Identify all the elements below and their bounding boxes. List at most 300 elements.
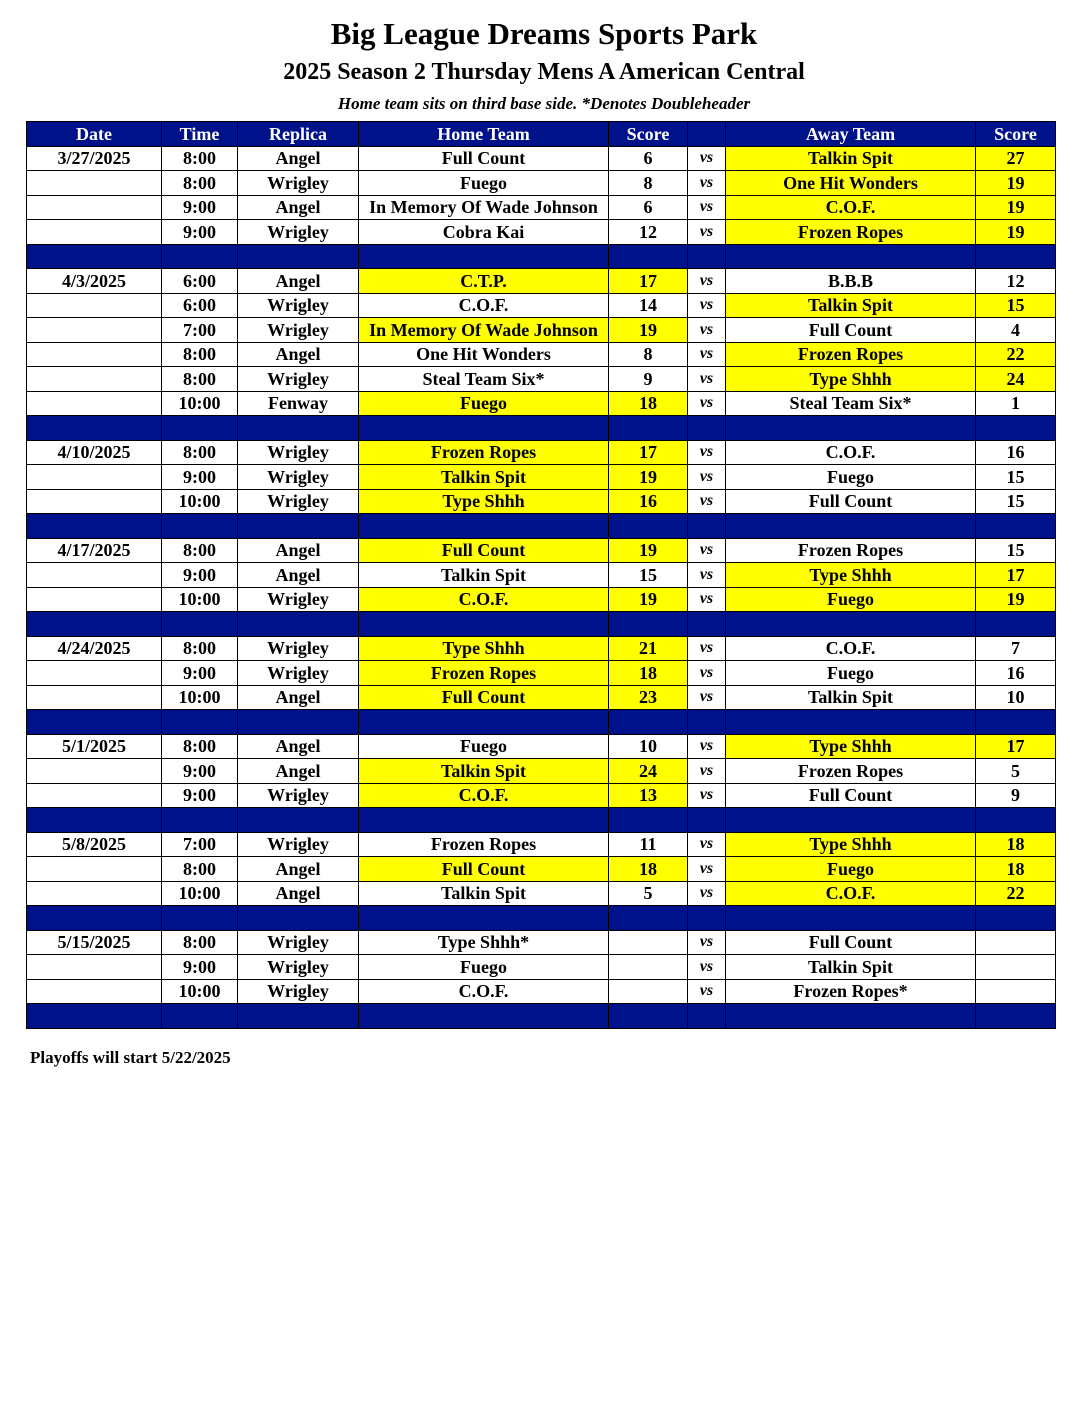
game-replica: Angel — [238, 857, 359, 882]
table-row — [27, 538, 1056, 563]
away-team: Fuego — [726, 587, 976, 612]
schedule-header-row — [27, 122, 1056, 147]
column-header-home-score: Score — [609, 122, 688, 147]
separator-cell — [726, 244, 976, 269]
home-team: Type Shhh — [359, 636, 609, 661]
away-score: 27 — [976, 146, 1056, 171]
separator-cell — [688, 514, 726, 539]
game-time: 6:00 — [162, 269, 238, 294]
table-row — [27, 269, 1056, 294]
game-date: 4/3/2025 — [27, 269, 162, 294]
away-team: Full Count — [726, 930, 976, 955]
home-team: Full Count — [359, 538, 609, 563]
away-score: 19 — [976, 220, 1056, 245]
separator-cell — [162, 612, 238, 637]
vs-label: vs — [688, 367, 726, 392]
home-team: Frozen Ropes — [359, 661, 609, 686]
separator-cell — [726, 514, 976, 539]
vs-label: vs — [688, 832, 726, 857]
separator-cell — [238, 808, 359, 833]
table-row — [27, 857, 1056, 882]
home-team: Fuego — [359, 391, 609, 416]
vs-label: vs — [688, 146, 726, 171]
game-time: 9:00 — [162, 955, 238, 980]
separator-cell — [238, 612, 359, 637]
home-score — [609, 955, 688, 980]
separator-cell — [609, 514, 688, 539]
vs-label: vs — [688, 342, 726, 367]
column-header-replica: Replica — [238, 122, 359, 147]
game-date: 4/10/2025 — [27, 440, 162, 465]
home-team: C.O.F. — [359, 783, 609, 808]
game-replica: Wrigley — [238, 955, 359, 980]
game-replica: Wrigley — [238, 661, 359, 686]
separator-cell — [238, 244, 359, 269]
home-team: Talkin Spit — [359, 465, 609, 490]
separator-cell — [976, 710, 1056, 735]
away-team: Type Shhh — [726, 563, 976, 588]
game-date — [27, 391, 162, 416]
separator-cell — [976, 1004, 1056, 1029]
home-score: 24 — [609, 759, 688, 784]
home-score: 18 — [609, 391, 688, 416]
separator-cell — [162, 416, 238, 441]
home-team: Frozen Ropes — [359, 832, 609, 857]
home-team: Fuego — [359, 955, 609, 980]
separator-cell — [609, 244, 688, 269]
home-score: 9 — [609, 367, 688, 392]
separator-cell — [359, 416, 609, 441]
game-replica: Wrigley — [238, 979, 359, 1004]
separator-cell — [688, 612, 726, 637]
away-score: 17 — [976, 734, 1056, 759]
away-score: 17 — [976, 563, 1056, 588]
separator-cell — [688, 244, 726, 269]
separator-cell — [688, 710, 726, 735]
separator-cell — [726, 710, 976, 735]
home-team: C.O.F. — [359, 587, 609, 612]
home-team: Full Count — [359, 146, 609, 171]
home-score: 18 — [609, 661, 688, 686]
vs-label: vs — [688, 587, 726, 612]
game-replica: Angel — [238, 734, 359, 759]
schedule-table — [26, 121, 1056, 1029]
vs-label: vs — [688, 881, 726, 906]
home-team: In Memory Of Wade Johnson — [359, 318, 609, 343]
separator-cell — [27, 1004, 162, 1029]
separator-cell — [976, 514, 1056, 539]
away-team: Frozen Ropes — [726, 759, 976, 784]
home-team: Full Count — [359, 685, 609, 710]
home-team: C.O.F. — [359, 979, 609, 1004]
away-score: 22 — [976, 342, 1056, 367]
home-score: 6 — [609, 146, 688, 171]
table-row — [27, 220, 1056, 245]
away-team: Full Count — [726, 318, 976, 343]
game-date — [27, 979, 162, 1004]
separator-cell — [162, 244, 238, 269]
game-replica: Angel — [238, 195, 359, 220]
game-date — [27, 955, 162, 980]
separator-cell — [726, 906, 976, 931]
away-score: 16 — [976, 440, 1056, 465]
separator-cell — [27, 906, 162, 931]
table-row — [27, 734, 1056, 759]
away-score: 22 — [976, 881, 1056, 906]
separator-cell — [688, 1004, 726, 1029]
home-team: In Memory Of Wade Johnson — [359, 195, 609, 220]
game-date — [27, 195, 162, 220]
home-team: Steal Team Six* — [359, 367, 609, 392]
away-team: Full Count — [726, 489, 976, 514]
game-date: 5/1/2025 — [27, 734, 162, 759]
vs-label: vs — [688, 220, 726, 245]
game-time: 8:00 — [162, 734, 238, 759]
away-score: 12 — [976, 269, 1056, 294]
vs-label: vs — [688, 857, 726, 882]
game-date: 5/8/2025 — [27, 832, 162, 857]
away-score: 19 — [976, 587, 1056, 612]
game-time: 8:00 — [162, 636, 238, 661]
home-score: 17 — [609, 269, 688, 294]
table-row — [27, 685, 1056, 710]
game-replica: Angel — [238, 563, 359, 588]
page-subtitle: 2025 Season 2 Thursday Mens A American Central — [283, 59, 805, 85]
game-time: 10:00 — [162, 881, 238, 906]
away-score: 10 — [976, 685, 1056, 710]
table-row — [27, 293, 1056, 318]
separator-cell — [238, 1004, 359, 1029]
away-team: Talkin Spit — [726, 146, 976, 171]
separator-cell — [688, 808, 726, 833]
game-time: 8:00 — [162, 367, 238, 392]
game-replica: Wrigley — [238, 587, 359, 612]
separator-cell — [726, 808, 976, 833]
home-team: C.O.F. — [359, 293, 609, 318]
home-score: 19 — [609, 465, 688, 490]
column-header-away-team: Away Team — [726, 122, 976, 147]
table-row — [27, 783, 1056, 808]
away-score: 15 — [976, 538, 1056, 563]
home-score: 10 — [609, 734, 688, 759]
vs-label: vs — [688, 636, 726, 661]
home-score: 16 — [609, 489, 688, 514]
table-row — [27, 930, 1056, 955]
week-separator-row — [27, 906, 1056, 931]
table-row — [27, 881, 1056, 906]
game-time: 10:00 — [162, 489, 238, 514]
game-date — [27, 171, 162, 196]
away-team: Frozen Ropes — [726, 538, 976, 563]
game-date — [27, 685, 162, 710]
home-score: 15 — [609, 563, 688, 588]
away-score: 19 — [976, 171, 1056, 196]
away-score: 16 — [976, 661, 1056, 686]
vs-label: vs — [688, 661, 726, 686]
away-team: Type Shhh — [726, 367, 976, 392]
game-replica: Wrigley — [238, 318, 359, 343]
schedule-body — [27, 146, 1056, 1028]
home-team: Talkin Spit — [359, 881, 609, 906]
table-row — [27, 563, 1056, 588]
game-time: 10:00 — [162, 685, 238, 710]
vs-label: vs — [688, 171, 726, 196]
vs-label: vs — [688, 440, 726, 465]
away-team: C.O.F. — [726, 195, 976, 220]
away-score: 5 — [976, 759, 1056, 784]
home-team: Type Shhh — [359, 489, 609, 514]
game-date — [27, 465, 162, 490]
game-date: 4/17/2025 — [27, 538, 162, 563]
game-replica: Wrigley — [238, 440, 359, 465]
week-separator-row — [27, 514, 1056, 539]
separator-cell — [359, 612, 609, 637]
vs-label: vs — [688, 293, 726, 318]
game-date — [27, 293, 162, 318]
game-replica: Wrigley — [238, 220, 359, 245]
separator-cell — [726, 1004, 976, 1029]
vs-label: vs — [688, 979, 726, 1004]
away-team: Type Shhh — [726, 734, 976, 759]
away-team: C.O.F. — [726, 440, 976, 465]
table-row — [27, 465, 1056, 490]
separator-cell — [238, 416, 359, 441]
home-team: One Hit Wonders — [359, 342, 609, 367]
game-time: 10:00 — [162, 391, 238, 416]
away-score: 9 — [976, 783, 1056, 808]
separator-cell — [162, 514, 238, 539]
separator-cell — [609, 808, 688, 833]
game-replica: Wrigley — [238, 489, 359, 514]
table-row — [27, 979, 1056, 1004]
table-row — [27, 391, 1056, 416]
home-score: 13 — [609, 783, 688, 808]
week-separator-row — [27, 416, 1056, 441]
separator-cell — [359, 808, 609, 833]
game-date — [27, 342, 162, 367]
game-time: 9:00 — [162, 759, 238, 784]
away-score: 15 — [976, 465, 1056, 490]
away-team: Frozen Ropes* — [726, 979, 976, 1004]
separator-cell — [609, 1004, 688, 1029]
game-replica: Angel — [238, 881, 359, 906]
home-team: Fuego — [359, 171, 609, 196]
separator-cell — [726, 416, 976, 441]
game-replica: Wrigley — [238, 293, 359, 318]
table-row — [27, 832, 1056, 857]
home-score: 12 — [609, 220, 688, 245]
week-separator-row — [27, 1004, 1056, 1029]
table-row — [27, 342, 1056, 367]
separator-cell — [162, 906, 238, 931]
away-score — [976, 979, 1056, 1004]
away-score — [976, 955, 1056, 980]
separator-cell — [688, 416, 726, 441]
separator-cell — [609, 416, 688, 441]
game-time: 9:00 — [162, 195, 238, 220]
game-date — [27, 587, 162, 612]
separator-cell — [27, 710, 162, 735]
game-replica: Wrigley — [238, 367, 359, 392]
table-row — [27, 587, 1056, 612]
home-team: Cobra Kai — [359, 220, 609, 245]
separator-cell — [162, 808, 238, 833]
game-date: 5/15/2025 — [27, 930, 162, 955]
away-score: 19 — [976, 195, 1056, 220]
game-time: 9:00 — [162, 563, 238, 588]
home-team: Frozen Ropes — [359, 440, 609, 465]
vs-label: vs — [688, 734, 726, 759]
vs-label: vs — [688, 563, 726, 588]
game-time: 9:00 — [162, 465, 238, 490]
column-header-time: Time — [162, 122, 238, 147]
game-replica: Wrigley — [238, 832, 359, 857]
game-time: 7:00 — [162, 832, 238, 857]
playoffs-note: Playoffs will start 5/22/2025 — [30, 1048, 231, 1067]
home-score: 8 — [609, 342, 688, 367]
game-time: 9:00 — [162, 661, 238, 686]
separator-cell — [359, 514, 609, 539]
game-date: 4/24/2025 — [27, 636, 162, 661]
home-score: 11 — [609, 832, 688, 857]
home-score: 21 — [609, 636, 688, 661]
column-header-home-team: Home Team — [359, 122, 609, 147]
game-time: 6:00 — [162, 293, 238, 318]
away-team: One Hit Wonders — [726, 171, 976, 196]
home-team: Talkin Spit — [359, 563, 609, 588]
home-score: 14 — [609, 293, 688, 318]
home-team: Type Shhh* — [359, 930, 609, 955]
game-date — [27, 489, 162, 514]
game-time: 8:00 — [162, 171, 238, 196]
home-team: Talkin Spit — [359, 759, 609, 784]
separator-cell — [27, 514, 162, 539]
away-team: Type Shhh — [726, 832, 976, 857]
game-time: 10:00 — [162, 587, 238, 612]
game-replica: Wrigley — [238, 783, 359, 808]
week-separator-row — [27, 612, 1056, 637]
vs-label: vs — [688, 465, 726, 490]
separator-cell — [162, 710, 238, 735]
separator-cell — [976, 612, 1056, 637]
separator-cell — [238, 514, 359, 539]
away-team: Steal Team Six* — [726, 391, 976, 416]
game-time: 9:00 — [162, 783, 238, 808]
doubleheader-note: Home team sits on third base side. *Denotes Doubleheader — [337, 94, 751, 113]
home-score — [609, 979, 688, 1004]
home-score: 19 — [609, 538, 688, 563]
home-score: 19 — [609, 318, 688, 343]
vs-label: vs — [688, 538, 726, 563]
separator-cell — [162, 1004, 238, 1029]
game-date: 3/27/2025 — [27, 146, 162, 171]
game-replica: Angel — [238, 269, 359, 294]
separator-cell — [726, 612, 976, 637]
vs-label: vs — [688, 489, 726, 514]
separator-cell — [609, 710, 688, 735]
game-replica: Angel — [238, 685, 359, 710]
home-score: 17 — [609, 440, 688, 465]
away-score: 24 — [976, 367, 1056, 392]
game-date — [27, 220, 162, 245]
game-replica: Fenway — [238, 391, 359, 416]
table-row — [27, 759, 1056, 784]
away-team: Fuego — [726, 465, 976, 490]
game-time: 9:00 — [162, 220, 238, 245]
separator-cell — [359, 1004, 609, 1029]
home-score: 23 — [609, 685, 688, 710]
table-row — [27, 318, 1056, 343]
table-row — [27, 146, 1056, 171]
game-replica: Wrigley — [238, 171, 359, 196]
game-date — [27, 759, 162, 784]
away-team: C.O.F. — [726, 881, 976, 906]
separator-cell — [27, 808, 162, 833]
home-score: 5 — [609, 881, 688, 906]
table-row — [27, 440, 1056, 465]
page-title: Big League Dreams Sports Park — [330, 16, 758, 51]
week-separator-row — [27, 808, 1056, 833]
separator-cell — [359, 710, 609, 735]
away-team: Talkin Spit — [726, 685, 976, 710]
separator-cell — [27, 612, 162, 637]
separator-cell — [976, 416, 1056, 441]
week-separator-row — [27, 710, 1056, 735]
home-team: Full Count — [359, 857, 609, 882]
game-time: 8:00 — [162, 930, 238, 955]
table-row — [27, 195, 1056, 220]
table-row — [27, 171, 1056, 196]
game-replica: Wrigley — [238, 465, 359, 490]
table-row — [27, 955, 1056, 980]
game-replica: Angel — [238, 759, 359, 784]
vs-label: vs — [688, 783, 726, 808]
away-score: 15 — [976, 293, 1056, 318]
game-time: 8:00 — [162, 538, 238, 563]
game-time: 8:00 — [162, 857, 238, 882]
away-score: 15 — [976, 489, 1056, 514]
home-score: 18 — [609, 857, 688, 882]
game-time: 10:00 — [162, 979, 238, 1004]
game-time: 8:00 — [162, 342, 238, 367]
away-team: Full Count — [726, 783, 976, 808]
separator-cell — [27, 244, 162, 269]
table-row — [27, 661, 1056, 686]
away-team: Frozen Ropes — [726, 220, 976, 245]
home-score — [609, 930, 688, 955]
home-score: 6 — [609, 195, 688, 220]
game-replica: Angel — [238, 146, 359, 171]
game-date — [27, 881, 162, 906]
vs-label: vs — [688, 195, 726, 220]
separator-cell — [359, 244, 609, 269]
away-score: 18 — [976, 832, 1056, 857]
away-team: Fuego — [726, 661, 976, 686]
vs-label: vs — [688, 955, 726, 980]
home-score: 19 — [609, 587, 688, 612]
game-replica: Angel — [238, 538, 359, 563]
separator-cell — [359, 906, 609, 931]
away-team: Talkin Spit — [726, 293, 976, 318]
away-team: Frozen Ropes — [726, 342, 976, 367]
column-header-date: Date — [27, 122, 162, 147]
vs-label: vs — [688, 930, 726, 955]
column-header-vs — [688, 122, 726, 147]
game-date — [27, 783, 162, 808]
game-replica: Wrigley — [238, 930, 359, 955]
separator-cell — [976, 244, 1056, 269]
away-team: Talkin Spit — [726, 955, 976, 980]
